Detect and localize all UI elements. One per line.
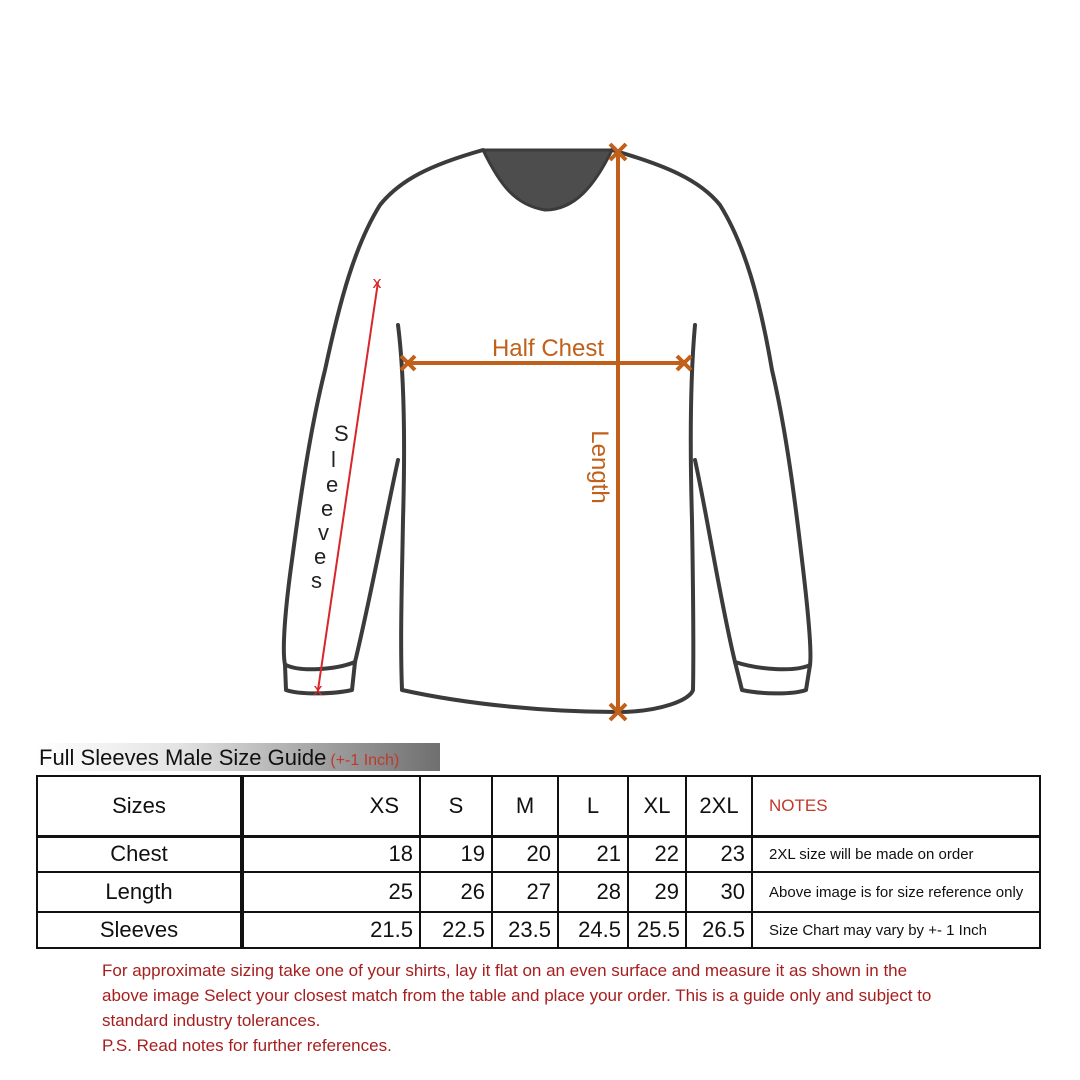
sleeves-letter: v (318, 520, 329, 545)
sleeves-letter: e (326, 472, 339, 497)
sleeves-label (311, 421, 349, 593)
size-guide-header (36, 743, 440, 771)
row-label: Sleeves (37, 912, 242, 948)
notes-header: NOTES (752, 776, 1040, 836)
table-cell: 27 (492, 872, 558, 912)
sleeves-letter: e (321, 496, 334, 521)
sleeve-measure (313, 273, 381, 699)
size-header: S (420, 776, 492, 836)
sleeves-letter: e (314, 544, 327, 569)
size-guide-title: Full Sleeves Male Size Guide (+-1 Inch) (39, 745, 400, 770)
half-chest-label: Half Chest (491, 335, 605, 362)
size-header: L (558, 776, 628, 836)
sleeves-letter: s (311, 568, 322, 593)
size-header: 2XL (686, 776, 752, 836)
table-cell: 26 (420, 872, 492, 912)
shirt-outline (284, 150, 811, 712)
table-header-row (37, 776, 1040, 836)
table-cell: 22 (628, 836, 686, 872)
tolerance-note: (+-1 Inch) (330, 752, 400, 769)
instruction-line: standard industry tolerances. (102, 1011, 321, 1030)
table-row (37, 872, 1040, 912)
row-label: Length (37, 872, 242, 912)
table-cell: 23.5 (492, 912, 558, 948)
instruction-line: P.S. Read notes for further references. (102, 1036, 392, 1055)
size-header: XS (242, 776, 420, 836)
table-cell: 22.5 (420, 912, 492, 948)
sleeve-marker-bottom: x (313, 680, 323, 699)
note-cell: 2XL size will be made on order (752, 836, 1040, 872)
size-header: M (492, 776, 558, 836)
sleeves-letter: l (331, 447, 336, 472)
table-cell: 25 (242, 872, 420, 912)
table-corner-label: Sizes (37, 776, 242, 836)
table-row (37, 836, 1040, 872)
table-row (37, 912, 1040, 948)
sizing-instructions (102, 958, 1062, 1058)
note-cell: Above image is for size reference only (752, 872, 1040, 912)
sleeves-letter: S (334, 421, 349, 446)
table-cell: 23 (686, 836, 752, 872)
collar (483, 150, 612, 210)
table-cell: 29 (628, 872, 686, 912)
length-label: Length (586, 430, 613, 504)
table-cell: 18 (242, 836, 420, 872)
note-cell: Size Chart may vary by +- 1 Inch (752, 912, 1040, 948)
instruction-line: For approximate sizing take one of your shirts, lay it flat on an even surface and measure it as shown in the (102, 961, 908, 980)
row-label: Chest (37, 836, 242, 872)
table-cell: 21.5 (242, 912, 420, 948)
instruction-line: above image Select your closest match from the table and place your order. This is a guide only and subject to (102, 986, 932, 1005)
sleeve-marker-top: x (372, 273, 382, 292)
table-cell: 26.5 (686, 912, 752, 948)
table-cell: 20 (492, 836, 558, 872)
table-cell: 19 (420, 836, 492, 872)
table-cell: 25.5 (628, 912, 686, 948)
table-cell: 30 (686, 872, 752, 912)
table-cell: 24.5 (558, 912, 628, 948)
size-table (36, 775, 1041, 949)
size-header: XL (628, 776, 686, 836)
table-cell: 21 (558, 836, 628, 872)
table-cell: 28 (558, 872, 628, 912)
